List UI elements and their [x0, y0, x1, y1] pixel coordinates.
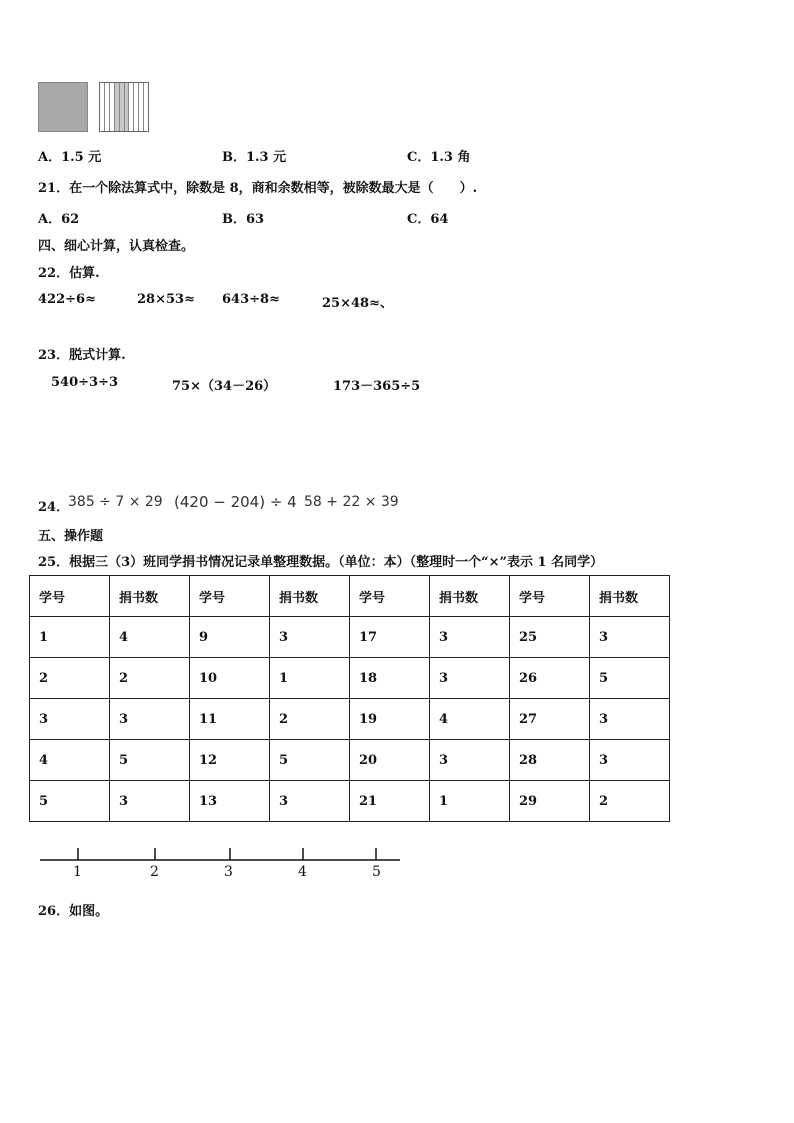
q23-item-1: 540÷3÷3: [51, 375, 119, 390]
q20-option-b: B．1.3 元: [222, 150, 287, 165]
table-cell: 2: [270, 699, 350, 740]
table-cell: 29: [510, 781, 590, 822]
q20-option-c: C．1.3 角: [407, 150, 471, 165]
q23-item-2: 75×（34－26）: [172, 379, 277, 394]
table-cell: 10: [190, 658, 270, 699]
table-cell: 1: [430, 781, 510, 822]
table-cell: 3: [270, 781, 350, 822]
q21-stem: 21．在一个除法算式中，除数是 8，商和余数相等，被除数最大是（ ）.: [38, 181, 478, 196]
q21-option-c: C．64: [407, 212, 449, 227]
table-cell: 1: [270, 658, 350, 699]
header-cell: 学号: [510, 576, 590, 617]
number-line-label: 1: [73, 864, 82, 880]
table-cell: 20: [350, 740, 430, 781]
table-cell: 25: [510, 617, 590, 658]
section-4-heading: 四、细心计算，认真检查。: [38, 239, 195, 254]
table-cell: 13: [190, 781, 270, 822]
table-cell: 4: [110, 617, 190, 658]
table-header-row: [30, 576, 670, 617]
q24-item-2: (420 − 204) ÷ 4: [174, 493, 297, 511]
header-cell: 捐书数: [110, 576, 190, 617]
table-cell: 5: [30, 781, 110, 822]
header-cell: 学号: [30, 576, 110, 617]
table-cell: 3: [30, 699, 110, 740]
table-cell: 28: [510, 740, 590, 781]
table-cell: 27: [510, 699, 590, 740]
header-cell: 捐书数: [270, 576, 350, 617]
table-cell: 4: [30, 740, 110, 781]
q23-item-3: 173－365÷5: [333, 379, 421, 394]
q25-stem: 25．根据三（3）班同学捐书情况记录单整理数据。（单位：本）（整理时一个“×”表示 1 名同学）: [38, 555, 604, 570]
q21-option-b: B．63: [222, 212, 265, 227]
number-line-label: 2: [150, 864, 159, 880]
header-cell: 学号: [190, 576, 270, 617]
table-cell: 11: [190, 699, 270, 740]
number-line-label: 3: [224, 864, 233, 880]
table-cell: 2: [590, 781, 670, 822]
table-cell: 3: [110, 699, 190, 740]
q22-item-4: 25×48≈、: [322, 296, 393, 311]
table-cell: 17: [350, 617, 430, 658]
table-cell: 9: [190, 617, 270, 658]
table-cell: 4: [430, 699, 510, 740]
table-row: [30, 740, 670, 781]
table-row: [30, 781, 670, 822]
number-line: [40, 844, 402, 864]
table-cell: 12: [190, 740, 270, 781]
donation-record-table: [29, 575, 670, 822]
table-row: [30, 699, 670, 740]
q22-item-3: 643÷8≈: [222, 292, 280, 307]
q20-option-a: A．1.5 元: [38, 150, 102, 165]
q24-label: 24．: [38, 500, 70, 515]
q22-item-1: 422÷6≈: [38, 292, 96, 307]
strip-square-figure: [99, 82, 149, 132]
header-cell: 捐书数: [430, 576, 510, 617]
header-cell: 学号: [350, 576, 430, 617]
q21-option-a: A．62: [38, 212, 80, 227]
q24-item-3: 58 + 22 × 39: [304, 494, 399, 510]
table-cell: 3: [430, 658, 510, 699]
table-row: [30, 658, 670, 699]
table-cell: 18: [350, 658, 430, 699]
q22-item-2: 28×53≈: [137, 292, 195, 307]
table-cell: 21: [350, 781, 430, 822]
table-cell: 19: [350, 699, 430, 740]
shaded-square-figure: [38, 82, 88, 132]
table-cell: 26: [510, 658, 590, 699]
section-5-heading: 五、操作题: [38, 529, 104, 544]
table-cell: 5: [110, 740, 190, 781]
table-cell: 5: [270, 740, 350, 781]
q23-title: 23．脱式计算.: [38, 348, 126, 363]
table-cell: 3: [590, 740, 670, 781]
number-line-label: 5: [372, 864, 381, 880]
number-line-label: 4: [298, 864, 307, 880]
table-cell: 5: [590, 658, 670, 699]
table-cell: 3: [270, 617, 350, 658]
table-cell: 3: [590, 617, 670, 658]
table-cell: 2: [30, 658, 110, 699]
table-row: [30, 617, 670, 658]
table-cell: 3: [590, 699, 670, 740]
q24-item-1: 385 ÷ 7 × 29: [68, 494, 163, 510]
q26-title: 26．如图。: [38, 904, 109, 919]
table-cell: 1: [30, 617, 110, 658]
table-cell: 3: [110, 781, 190, 822]
table-cell: 2: [110, 658, 190, 699]
table-cell: 3: [430, 740, 510, 781]
q22-title: 22．估算.: [38, 266, 100, 281]
table-cell: 3: [430, 617, 510, 658]
header-cell: 捐书数: [590, 576, 670, 617]
